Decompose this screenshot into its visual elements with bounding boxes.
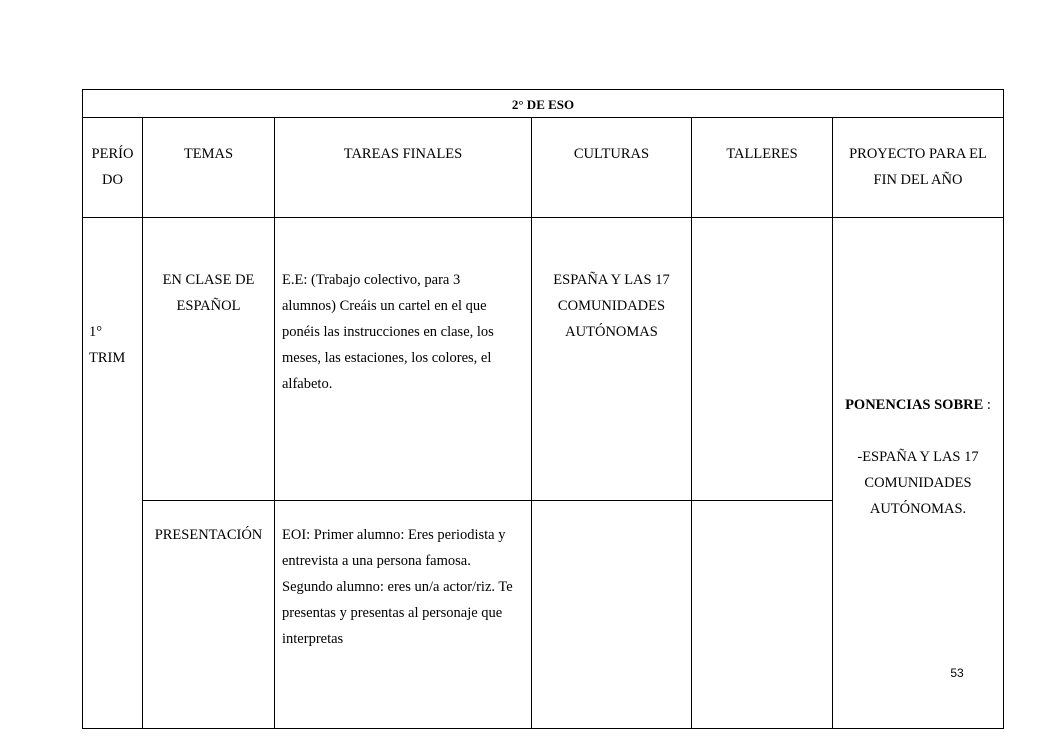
cultura-line: ESPAÑA Y LAS 17 <box>553 272 670 288</box>
talleres-cell <box>692 501 833 729</box>
tarea-cell <box>275 501 532 729</box>
tarea-line: interpretas <box>282 631 344 647</box>
tarea-line: E.E: (Trabajo colectivo, para 3 <box>282 272 461 288</box>
table-row <box>83 218 1004 501</box>
page-number: 53 <box>950 666 964 680</box>
title-row <box>83 90 1004 118</box>
tema-line: ESPAÑOL <box>176 298 241 314</box>
cultura-line: AUTÓNOMAS <box>565 324 658 340</box>
tema-cell <box>143 501 275 729</box>
proyecto-colon: : <box>983 397 991 413</box>
header-periodo-line2: DO <box>102 172 123 188</box>
proyecto-heading <box>833 392 1003 418</box>
header-temas: TEMAS <box>143 118 275 218</box>
header-row <box>83 118 1004 218</box>
cultura-cell <box>532 218 692 501</box>
proyecto-gap <box>833 418 1003 444</box>
tarea-cell <box>275 218 532 501</box>
curriculum-table <box>82 89 1004 729</box>
cultura-cell <box>532 501 692 729</box>
periodo-line2: TRIM <box>89 350 126 366</box>
tarea-line: Segundo alumno: eres un/a actor/riz. Te <box>282 579 513 595</box>
header-tareas: TAREAS FINALES <box>275 118 532 218</box>
header-talleres: TALLERES <box>692 118 833 218</box>
table-title: 2° DE ESO <box>83 90 1004 118</box>
proyecto-line: -ESPAÑA Y LAS 17 <box>857 449 979 465</box>
tarea-line: alumnos) Creáis un cartel en el que <box>282 298 487 314</box>
tarea-line: alfabeto. <box>282 376 333 392</box>
tarea-line: ponéis las instrucciones en clase, los <box>282 324 494 340</box>
header-proyecto-line2: FIN DEL AÑO <box>873 172 963 188</box>
header-proyecto <box>833 118 1004 218</box>
periodo-cell <box>83 218 143 729</box>
periodo-line1: 1° <box>89 324 103 340</box>
proyecto-cell <box>833 218 1004 729</box>
header-proyecto-line1: PROYECTO PARA EL <box>849 146 987 162</box>
proyecto-bold-label: PONENCIAS SOBRE <box>845 397 984 413</box>
proyecto-line: COMUNIDADES <box>864 475 972 491</box>
header-periodo <box>83 118 143 218</box>
header-culturas: CULTURAS <box>532 118 692 218</box>
tarea-line: meses, las estaciones, los colores, el <box>282 350 492 366</box>
header-periodo-line1: PERÍO <box>91 146 134 162</box>
talleres-cell <box>692 218 833 501</box>
tarea-line: EOI: Primer alumno: Eres periodista y <box>282 527 506 543</box>
proyecto-line: AUTÓNOMAS. <box>869 501 967 517</box>
tarea-line: entrevista a una persona famosa. <box>282 553 471 569</box>
tema-line: EN CLASE DE <box>162 272 255 288</box>
tema-cell <box>143 218 275 501</box>
tarea-line: presentas y presentas al personaje que <box>282 605 503 621</box>
cultura-line: COMUNIDADES <box>557 298 666 314</box>
tema-line: PRESENTACIÓN <box>154 527 263 543</box>
